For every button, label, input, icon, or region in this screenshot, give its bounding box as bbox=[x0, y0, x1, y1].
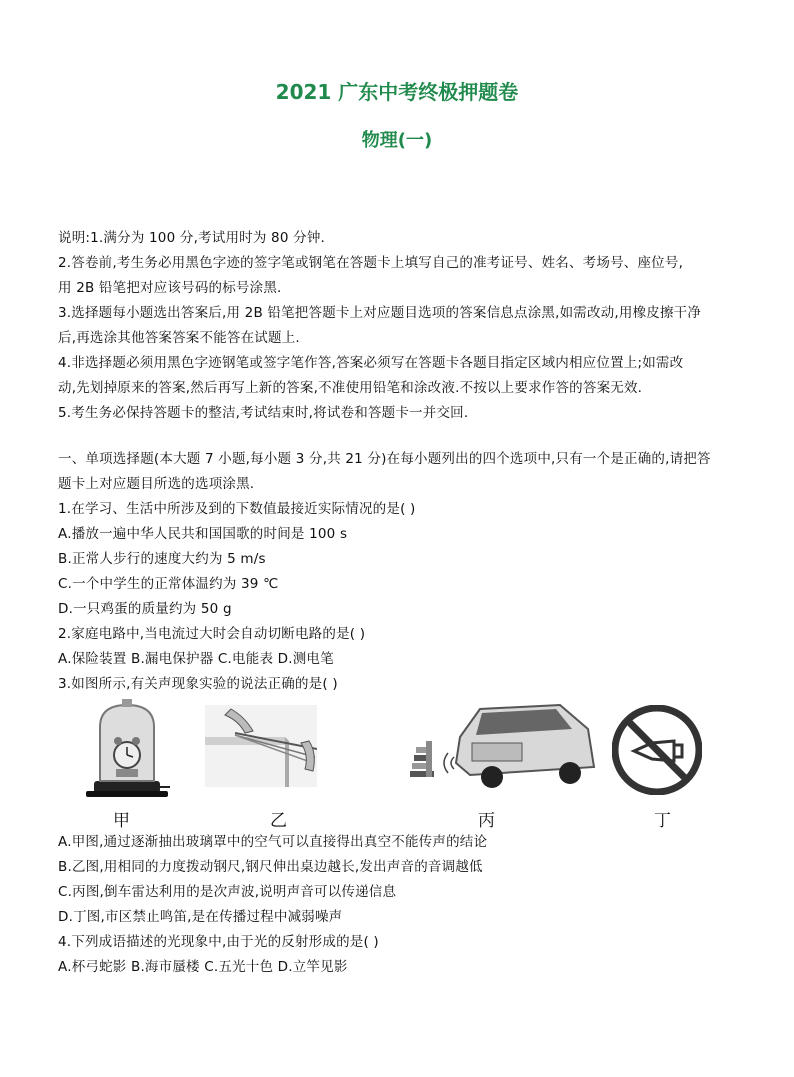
option-c: C.一个中学生的正常体温约为 39 ℃ bbox=[58, 576, 279, 592]
instruction-line: 4.非选择题必须用黑色字迹钢笔或签字笔作答,答案必须写在答题卡各题目指定区域内相应位置上;如需改 bbox=[58, 355, 684, 371]
instruction-line: 3.选择题每小题选出答案后,用 2B 铅笔把答题卡上对应题目选项的答案信息点涂黑,如需改动,用橡皮擦干净 bbox=[58, 305, 702, 321]
section-heading: 题卡上对应题目所选的选项涂黑. bbox=[58, 476, 255, 492]
figure-caption: 甲 bbox=[113, 811, 130, 831]
option-b: B.正常人步行的速度大约为 5 m/s bbox=[58, 551, 266, 567]
instruction-line: 2.答卷前,考生务必用黑色字迹的签字笔或钢笔在答题卡上填写自己的准考证号、姓名、考场号、座位号, bbox=[58, 255, 684, 271]
figure-caption: 乙 bbox=[270, 811, 287, 831]
exam-title: 2021 广东中考终极押题卷 bbox=[275, 80, 519, 104]
option-a: A.甲图,通过逐渐抽出玻璃罩中的空气可以直接得出真空不能传声的结论 bbox=[58, 834, 488, 850]
car-radar-icon bbox=[410, 697, 598, 797]
ruler-table-icon bbox=[205, 705, 317, 787]
exam-subtitle: 物理(一) bbox=[361, 130, 433, 151]
section-heading: 一、单项选择题(本大题 7 小题,每小题 3 分,共 21 分)在每小题列出的四个选项中,只有一个是正确的,请把答 bbox=[58, 451, 711, 467]
option-a: A.播放一遍中华人民共和国国歌的时间是 100 s bbox=[58, 526, 348, 542]
option-b: B.乙图,用相同的力度拨动钢尺,钢尺伸出桌边越长,发出声音的音调越低 bbox=[58, 859, 483, 875]
figure-caption: 丁 bbox=[654, 811, 671, 831]
figure-caption: 丙 bbox=[478, 811, 495, 831]
options-row: A.保险装置 B.漏电保护器 C.电能表 D.测电笔 bbox=[58, 651, 334, 667]
question-stem: 2.家庭电路中,当电流过大时会自动切断电路的是( ) bbox=[58, 626, 366, 642]
instruction-line: 用 2B 铅笔把对应该号码的标号涂黑. bbox=[58, 280, 282, 296]
instruction-line: 说明:1.满分为 100 分,考试用时为 80 分钟. bbox=[58, 230, 326, 246]
instruction-line: 动,先划掉原来的答案,然后再写上新的答案,不准使用铅笔和涂改液.不按以上要求作答的答案无效. bbox=[58, 380, 643, 396]
option-d: D.一只鸡蛋的质量约为 50 g bbox=[58, 601, 232, 617]
no-horn-sign-icon bbox=[612, 705, 702, 795]
option-c: C.丙图,倒车雷达利用的是次声波,说明声音可以传递信息 bbox=[58, 884, 397, 900]
instruction-line: 5.考生务必保持答题卡的整洁,考试结束时,将试卷和答题卡一并交回. bbox=[58, 405, 469, 421]
question-stem: 4.下列成语描述的光现象中,由于光的反射形成的是( ) bbox=[58, 934, 379, 950]
option-d: D.丁图,市区禁止鸣笛,是在传播过程中减弱噪声 bbox=[58, 909, 343, 925]
question-stem: 1.在学习、生活中所涉及到的下数值最接近实际情况的是( ) bbox=[58, 501, 416, 517]
bell-jar-icon bbox=[82, 697, 172, 802]
options-row: A.杯弓蛇影 B.海市蜃楼 C.五光十色 D.立竿见影 bbox=[58, 959, 348, 975]
question-stem: 3.如图所示,有关声现象实验的说法正确的是( ) bbox=[58, 676, 338, 692]
instruction-line: 后,再选涂其他答案答案不能答在试题上. bbox=[58, 330, 300, 346]
